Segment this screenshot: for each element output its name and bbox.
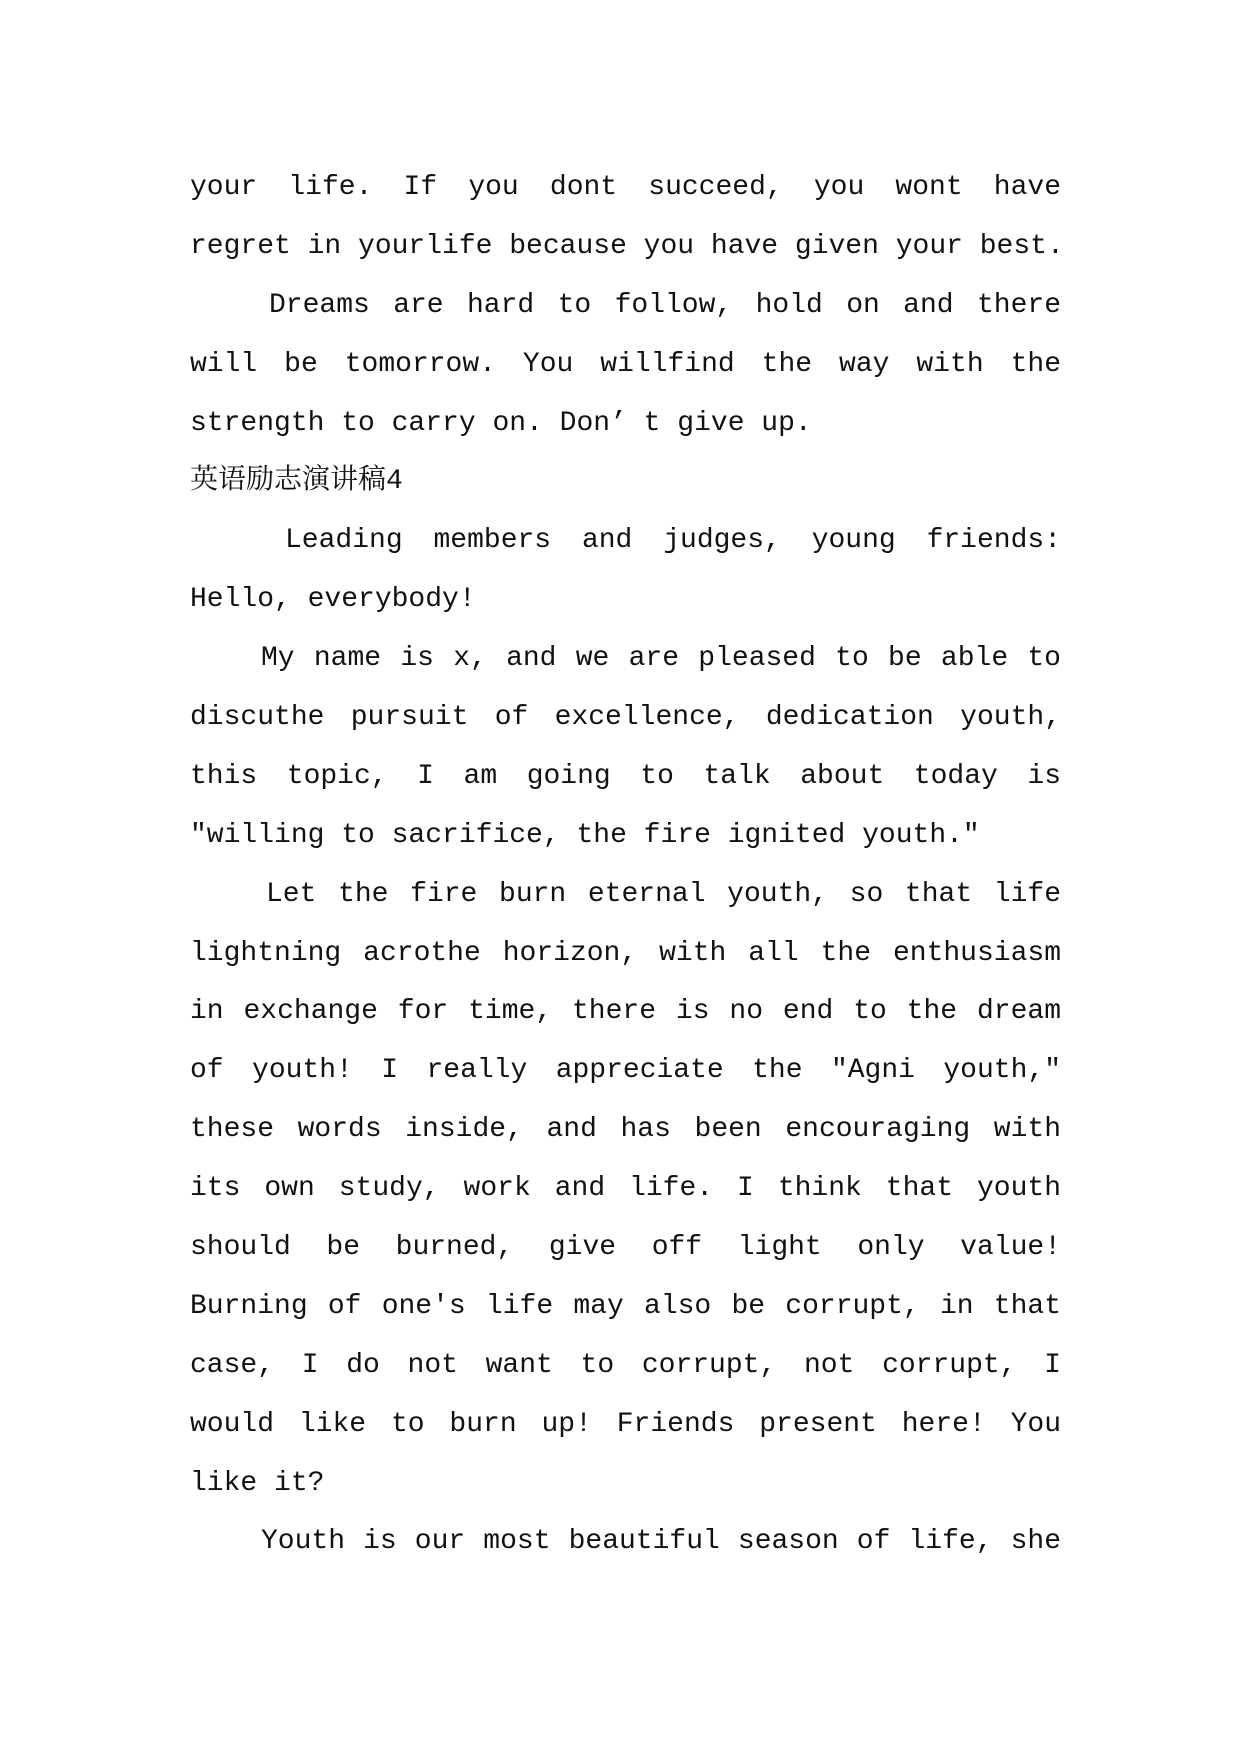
text-line: My name is x, and we are pleased to be able to [261,643,1061,675]
text-line: lightning acrothe horizon, with all the enthusiasm [190,937,1061,969]
paragraph [190,512,1061,630]
text-line: discuthe pursuit of excellence, dedication youth, [190,702,1061,734]
text-line: Let the fire burn eternal youth, so that life [266,878,1061,910]
text-line: in exchange for time, there is no end to the dream [190,996,1061,1028]
text-line: your life. If you dont succeed, you wont have [190,172,1061,203]
text-line: Hello, everybody! [190,584,476,616]
text-line: "willing to sacrifice, the fire ignited youth." [190,819,980,851]
text-line: of youth! I really appreciate the "Agni youth," [190,1055,1061,1087]
text-line: Leading members and judges, young friends: [285,525,1061,557]
text-line: its own study, work and life. I think that youth [190,1173,1061,1205]
section-heading: 英语励志演讲稿4 [190,466,403,498]
text-line: like it? [190,1467,325,1499]
text-line: these words inside, and has been encouraging with [190,1114,1061,1146]
paragraph [190,630,1061,866]
text-line: case, I do not want to corrupt, not corrupt, I [190,1349,1061,1381]
text-line: should be burned, give off light only value! [190,1232,1061,1264]
text-line: would like to burn up! Friends present here! You [190,1408,1061,1440]
text-line: Youth is our most beautiful season of life, she [261,1526,1061,1558]
text-line: strength to carry on. Don’ t give up. [190,407,812,439]
paragraph [190,866,1061,1514]
text-line: Burning of one's life may also be corrupt, in that [190,1290,1061,1322]
paragraph [190,277,1061,454]
document-body [190,159,1064,1572]
paragraph [190,1513,1061,1572]
text-line: will be tomorrow. You willfind the way with the [190,348,1061,380]
text-line: Dreams are hard to follow, hold on and there [269,289,1061,321]
text-line: regret in yourlife because you have given your best. [190,230,1064,262]
paragraph [190,159,1064,277]
text-line: this topic, I am going to talk about today is [190,760,1061,792]
